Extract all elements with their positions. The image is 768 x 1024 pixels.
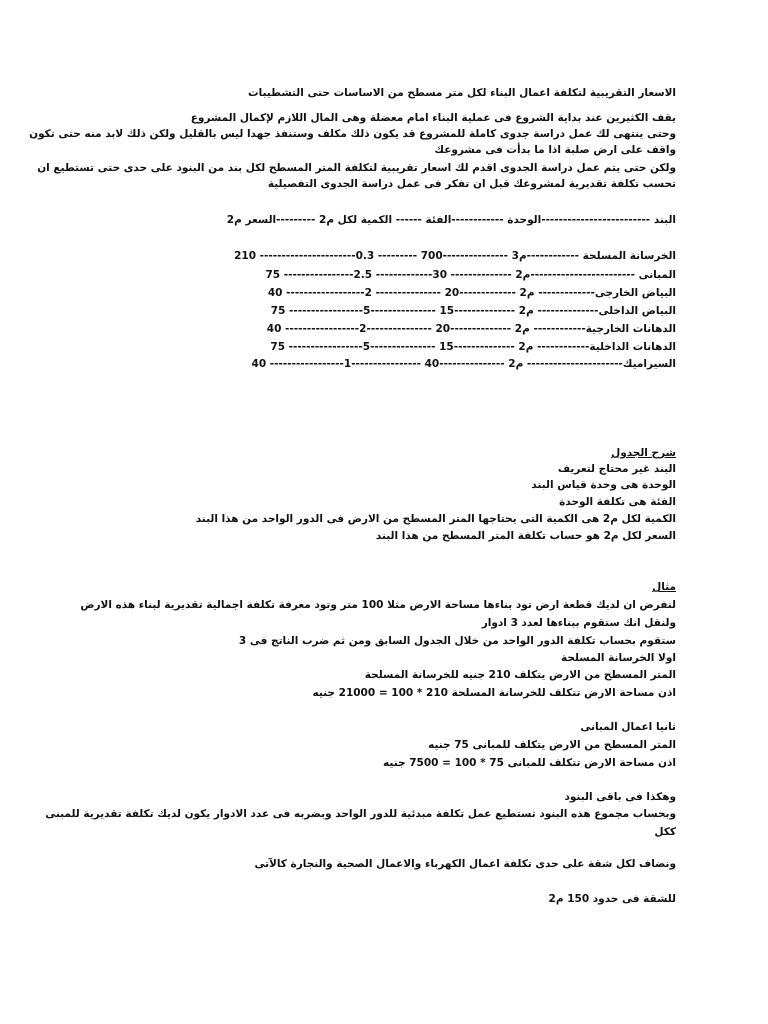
intro-line-2: وحتى ينتهى لك عمل دراسة جدوى كاملة للمشروع قد يكون ذلك مكلف وستنفذ جهدا ليس بالقليل ولكن ذلك لابد منه حتى تكون — [29, 128, 676, 140]
example-line-3: ستقوم بحساب تكلفة الدور الواحد من خلال الجدول السابق ومن ثم ضرب الناتج فى 3 — [238, 635, 676, 647]
table-row-exterior-plaster: البياض الخارجى------------- م2 -------------20 --------------- 2------------------ 40 — [267, 287, 676, 299]
example-second-line-2: اذن مساحة الارض تتكلف للمبانى 75 * 100 = 7500 جنيه — [383, 757, 676, 769]
table-row-exterior-paint: الدهانات الخارجية------------ م2 --------------20 ---------------2----------------- 40 — [266, 323, 676, 335]
intro-line-5: تحسب تكلفة تقديرية لمشروعك قبل ان تفكر فى عمل دراسة الجدوى التفصيلية — [267, 178, 676, 190]
table-row-reinforced-concrete: الخرسانة المسلحة ------------م3 ---------------700 --------- 0.3---------------------- 210 — [234, 250, 676, 262]
explanation-line-5: السعر لكل م2 هو حساب تكلفة المتر المسطح من هذا البند — [375, 530, 676, 542]
conclusion-line-3: ككل — [654, 826, 676, 838]
example-line-6: اذن مساحة الارض تتكلف للخرسانة المسلحة 210 * 100 = 21000 جنيه — [312, 687, 676, 699]
explanation-heading: شرح الجدول — [611, 447, 676, 459]
explanation-line-1: البند غير محتاج لتعريف — [557, 463, 676, 475]
intro-line-1: يقف الكثيرين عند بداية الشروع فى عملية البناء امام معضلة وهى المال اللازم لإكمال المشروع — [190, 112, 676, 124]
conclusion-line-1: وهكذا فى باقى البنود — [564, 791, 676, 803]
table-row-interior-paint: الدهانات الداخلية------------ م2 --------------15 ---------------5----------------- 75 — [270, 341, 676, 353]
explanation-line-3: الفئة هى تكلفة الوحدة — [559, 496, 676, 508]
example-second-line-1: المتر المسطح من الارض يتكلف للمبانى 75 جنيه — [428, 739, 676, 751]
document-title: الاسعار التقريبية لتكلفة اعمال البناء لكل متر مسطح من الاساسات حتى التشطيبات — [248, 87, 676, 99]
note-line: ونضاف لكل شقة على حدى تكلفة اعمال الكهرباء والاعمال الصحية والنجارة كالآتى — [254, 858, 676, 870]
example-line-5: المتر المسطح من الارض يتكلف 210 جنيه للخرسانة المسلحة — [364, 669, 676, 681]
intro-line-4: ولكن حتى يتم عمل دراسة الجدوى اقدم لك اسعار تقريبية لتكلفة المتر المسطح لكل بند من البنود على حدى حتى تستطيع ان — [37, 162, 676, 174]
table-header: البند -------------------------الوحدة ------------الفئة ------ الكمية لكل م2 ---------السعر م2 — [226, 214, 676, 226]
example-line-2: ولنقل انك ستقوم ببناءها لعدد 3 ادوار — [481, 617, 676, 629]
example-line-1: لنفرض ان لديك قطعة ارض تود بناءها مساحة الارض مثلا 100 متر وتود معرفة تكلفة اجمالية تقديرية لبناء هذه الارض — [80, 599, 676, 611]
example-line-4: اولا الخرسانة المسلحة — [561, 652, 676, 664]
conclusion-line-2: وبحساب مجموع هذه البنود تستطيع عمل تكلفة مبدئية للدور الواحد وبضربه فى عدد الادوار يكون لديك تكلفة تقديرية للمبنى — [45, 808, 676, 820]
intro-line-3: واقف على ارض صلبة اذا ما بدأت فى مشروعك — [434, 144, 676, 156]
table-row-interior-plaster: البياض الداخلى-------------- م2 --------------15 ---------------5----------------- 75 — [270, 305, 676, 317]
table-row-ceramic: السيراميك---------------------- م2 ---------------40 ----------------1----------------- 40 — [251, 358, 676, 370]
example-second-heading: ثانيا اعمال المبانى — [580, 721, 676, 733]
final-line: للشقة فى حدود 150 م2 — [548, 893, 676, 905]
explanation-line-4: الكمية لكل م2 هى الكمية التى يحتاجها المتر المسطح من الارض فى الدور الواحد من هذا البند — [195, 513, 676, 525]
example-heading: مثال — [652, 581, 676, 593]
explanation-line-2: الوحدة هى وحدة قياس البند — [531, 479, 676, 491]
table-row-masonry: المبانى ------------------------م2 -------------- 30------------- 2.5---------------- 75 — [265, 269, 676, 281]
